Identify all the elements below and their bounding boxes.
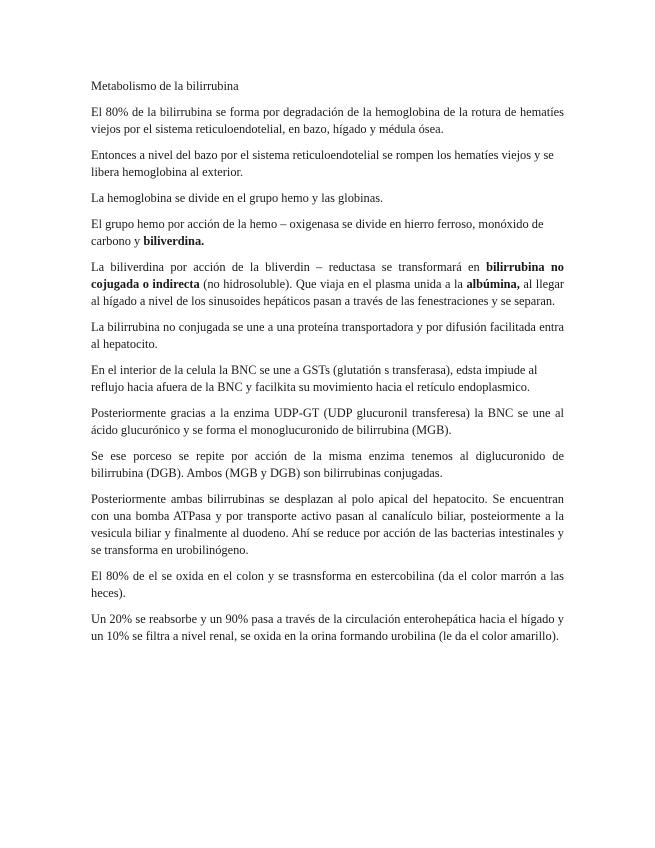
paragraph [91,319,564,353]
bold-text: bilirrubina no cojugada o indirecta [91,260,564,291]
paragraph [91,611,564,645]
text-run: El 80% de la bilirrubina se forma por degradación de la hemoglobina de la rotura de hematíes viejos por el sistema reticuloendotelial, en bazo, hígado y médula ósea. [91,105,564,136]
text-run: La bilirrubina no conjugada se une a una proteína transportadora y por difusión facilitada entra al hepatocito. [91,320,564,351]
text-run: La hemoglobina se divide en el grupo hemo y las globinas. [91,191,384,205]
text-run: Entonces a nivel del bazo por el sistema reticuloendotelial se rompen los hematíes viejos y se libera hemoglobina al exterior. [91,148,554,179]
text-run: Un 20% se reabsorbe y un 90% pasa a través de la circulación enterohepática hacia el hígado y un 10% se filtra a nivel renal, se oxida en la orina formando urobilina (le da el color amarillo). [91,612,564,643]
paragraph [91,568,564,602]
paragraph [91,216,564,250]
document-title: Metabolismo de la bilirrubina [91,79,239,93]
document-page [91,78,564,654]
paragraph [91,147,564,181]
paragraph [91,491,564,559]
paragraph [91,362,564,396]
bold-text: albúmina, [466,277,520,291]
text-run: El grupo hemo por acción de la hemo – oxigenasa se divide en hierro ferroso, monóxido de carbono y [91,217,544,248]
paragraph [91,190,564,207]
paragraph [91,448,564,482]
bold-text: biliverdina. [143,234,205,248]
document-body [91,104,564,645]
text-run: Posteriormente ambas bilirrubinas se desplazan al polo apical del hepatocito. Se encuentran con una bomba ATPasa y por transporte activo pasan al canalículo biliar, posteiormente a la vesicula biliar y finalmente al duodeno. Ahí se reduce por acción de las bacterias intestinales y se transforma en urobilinógeno. [91,492,564,557]
text-run: Posteriormente gracias a la enzima UDP-GT (UDP glucuronil transferesa) la BNC se une al ácido glucurónico y se forma el monoglucuronido de bilirrubina (MGB). [91,406,564,437]
text-run: ( [199,277,208,291]
paragraph [91,259,564,310]
paragraph [91,104,564,138]
text-run: En el interior de la celula la BNC se une a GSTs (glutatión s transferasa), edsta impiude al reflujo hacia afuera de la BNC y facilkita su movimiento hacia el retículo endoplasmico. [91,363,538,394]
text-run: Se ese porceso se repite por acción de la misma enzima tenemos al diglucuronido de bilirrubina (DGB). Ambos (MGB y DGB) son bilirrubinas conjugadas. [91,449,564,480]
paragraph [91,405,564,439]
text-run: al llegar al hígado a nivel de los sinusoides hepáticos pasan a través de las fenestraciones y se separan. [91,277,565,308]
text-run: El 80% de el se oxida en el colon y se trasnsforma en estercobilina (da el color marrón a las heces). [91,569,564,600]
text-run: no hidrosoluble). Que viaja en el plasma unida a la [207,277,467,291]
text-run: La biliverdina por acción de la bliverdin – reductasa se transformará en [91,260,487,274]
